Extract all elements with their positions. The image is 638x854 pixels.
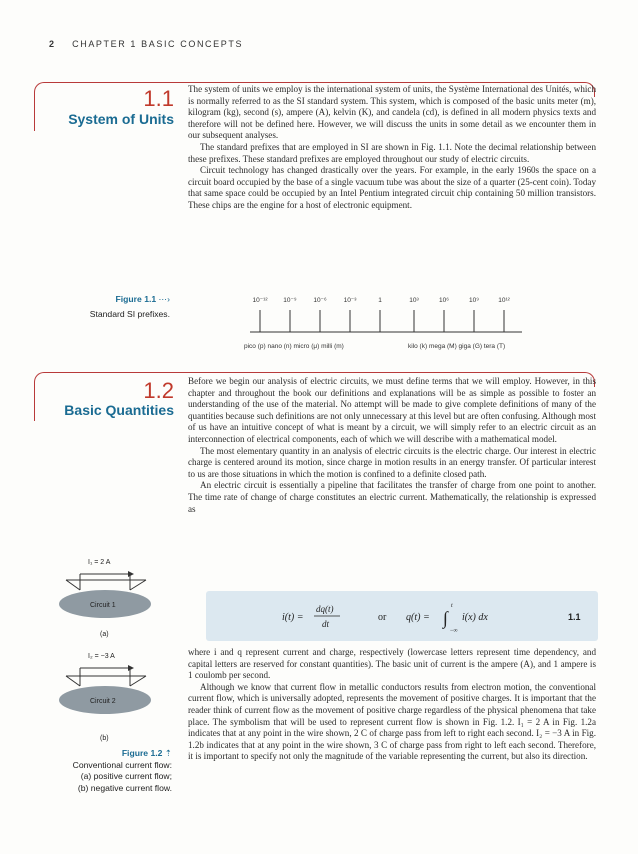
svg-text:dt: dt	[322, 619, 330, 629]
svg-text:q(t) =: q(t) =	[406, 612, 430, 623]
figure-1-1-label: Figure 1.1 ⋯› Standard SI prefixes.	[50, 294, 170, 319]
circuit-diagram-b	[52, 646, 172, 746]
section-1-2-body	[188, 376, 596, 515]
figure-caption: Standard SI prefixes.	[89, 309, 170, 319]
figure-caption-line: (b) negative current flow.	[77, 782, 172, 793]
prefix-labels-small: pico (p) nano (n) micro (μ) milli (m)	[244, 343, 344, 350]
running-header	[49, 39, 243, 49]
section-title: System of Units	[68, 111, 174, 127]
scale-exponent-label: 10⁻¹²	[252, 297, 268, 304]
paragraph: Although we know that current flow in metallic conductors results from electron motion, the conventional current flow, which is universally adopted, represents the movement of positive charges. It is important that the reader think of current flow as the movement of positive charge regardless of the physical phenomena that take place. The symbolism that will be used to represent current flow is shown in Fig. 1.2. I₁ = 2 A in Fig. 1.2a indicates that at any point in the wire shown, 2 C of charge pass from left to right each second. I₂ = −3 A in Fig. 1.2b indicates that at any point in the wire shown, 3 C of charge pass from right to left each second. Therefore, it is important to specify not only the magnitude of the variable representing the current, but also its direction.	[188, 681, 596, 762]
equation-box	[206, 591, 598, 641]
page-number: 2	[49, 39, 55, 49]
svg-text:i(x) dx: i(x) dx	[462, 612, 488, 623]
current-label-b: I₂ = −3 A	[88, 653, 115, 660]
figure-caption-line: (a) positive current flow;	[80, 771, 172, 781]
scale-exponent-label: 10¹²	[498, 297, 510, 304]
scale-exponent-label: 10⁻³	[343, 297, 357, 304]
scale-exponent-label: 10⁶	[439, 297, 449, 304]
svg-text:−∞: −∞	[450, 628, 458, 634]
equation	[206, 591, 598, 641]
paragraph: An electric circuit is essentially a pipeline that facilitates the transfer of charge from one point to another. The time rate of change of charge constitutes an electric current. Mathematically, the relationship is expressed as	[188, 480, 596, 514]
circuit-name-a: Circuit 1	[90, 602, 116, 609]
circuit-diagram-a	[52, 548, 172, 640]
figure-caption-line: Conventional current flow:	[72, 759, 172, 770]
scale-exponent-label: 10⁹	[468, 297, 480, 304]
scale-exponent-label: 10⁻⁹	[283, 297, 297, 304]
prefix-labels-large: kilo (k) mega (M) giga (G) tera (T)	[408, 343, 506, 350]
current-label-a: I₁ = 2 A	[88, 559, 111, 566]
svg-text:t: t	[451, 603, 453, 609]
equation-number: 1.1	[568, 612, 581, 622]
paragraph: The system of units we employ is the international system of units, the Système International des Unités, which is normally referred to as the SI standard system. This system, which is composed of the basic units meter (m), kilogram (kg), second (s), ampere (A), kelvin (K), and candela (cd), is defined in all modern physics texts and therefore will not be defined here. However, we will discuss the units in some detail as we encounter them in our subsequent analyses.	[188, 84, 596, 141]
section-1-1-body	[188, 84, 596, 212]
circuit-name-b: Circuit 2	[90, 698, 116, 705]
section-1-2-body-continued	[188, 647, 596, 763]
paragraph: where i and q represent current and charge, respectively (lowercase letters represent time dependency, and capital letters are reserved for constant quantities). The basic unit of current is the ampere (A), and 1 ampere is 1 coulomb per second.	[188, 647, 596, 681]
section-number: 1.2	[143, 378, 174, 403]
figure-1-2-label: Figure 1.2 ⇡ Conventional current flow: (a) positive current flow; (b) negative current flow.	[40, 748, 172, 794]
svg-text:dq(t): dq(t)	[316, 604, 334, 614]
scale-exponent-label: 10³	[409, 297, 419, 304]
figure-number: Figure 1.2	[121, 748, 163, 758]
section-number: 1.1	[143, 86, 174, 111]
running-title: CHAPTER 1 BASIC CONCEPTS	[72, 39, 244, 49]
paragraph: The most elementary quantity in an analysis of electric circuits is the electric charge. Our interest in electric charge is centered around its motion, since charge in motion results in an energy transfer. Of particular interest to us are those situations in which the motion is confined to a definite closed path.	[188, 445, 596, 479]
subfigure-tag-a: (a)	[100, 631, 109, 638]
paragraph: Circuit technology has changed drastically over the years. For example, in the early 1960s the space on a circuit board occupied by the base of a single vacuum tube was about the size of a quarter (25-cent coin). Today that same space could be occupied by an Intel Pentium integrated circuit chip containing 50 million transistors. These chips are the engine for a host of electronic equipment.	[188, 165, 596, 210]
si-prefix-scale	[240, 288, 540, 360]
figure-number: Figure 1.1	[115, 294, 157, 304]
equation-or: or	[378, 612, 387, 623]
subfigure-tag-b: (b)	[100, 735, 109, 742]
svg-text:∫: ∫	[443, 608, 448, 628]
paragraph: The standard prefixes that are employed in SI are shown in Fig. 1.1. Note the decimal relationship between these prefixes. These standard prefixes are employed throughout our study of electric circuits.	[188, 141, 596, 164]
paragraph: Before we begin our analysis of electric circuits, we must define terms that we will employ. However, in this chapter and throughout the book our definitions and explanations will be as simple as possible to foster an understanding of the use of the material. No attempt will be made to give complete definitions of many of the quantities because such definitions are not only unnecessary at this level but are often confusing. Although most of us have an intuitive concept of what is meant by a circuit, we will simply refer to an electric circuit as an interconnection of electrical components, each of which we will describe with a mathematical model.	[188, 376, 596, 444]
section-title: Basic Quantities	[64, 402, 174, 418]
scale-exponent-label: 1	[378, 297, 382, 304]
scale-exponent-label: 10⁻⁶	[313, 297, 327, 304]
svg-text:i(t) =: i(t) =	[282, 612, 304, 623]
